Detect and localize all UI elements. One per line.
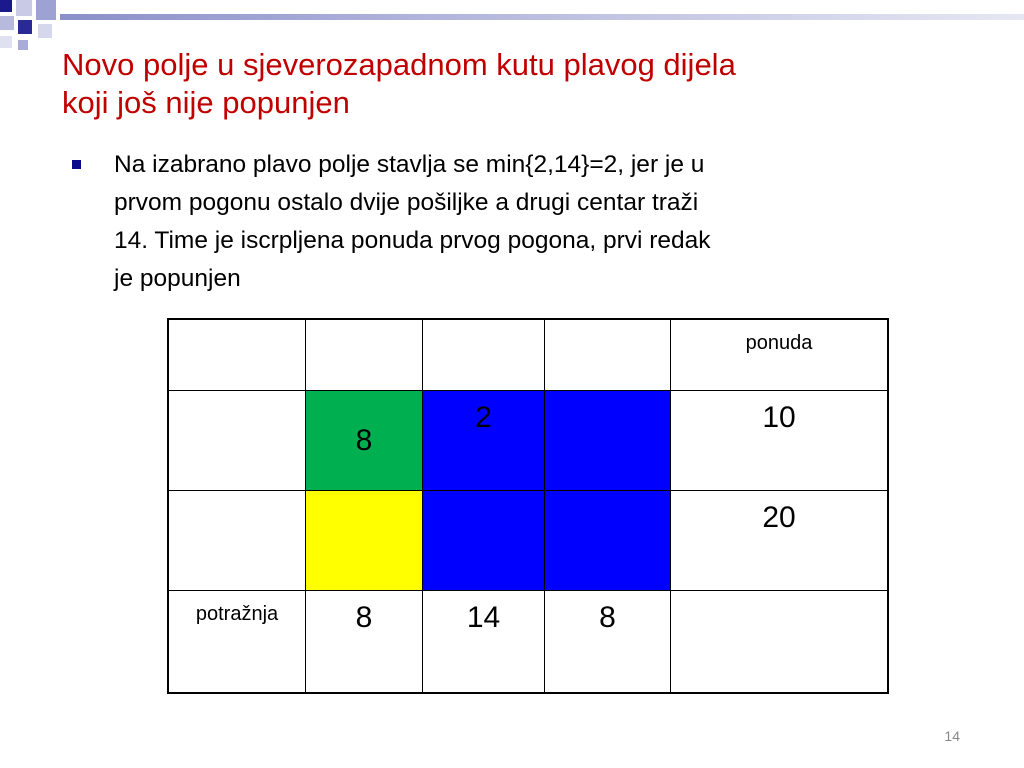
bullet-line: 14. Time je iscrpljena ponuda prvog pogona, prvi redak bbox=[114, 227, 711, 254]
bullet-text bbox=[114, 146, 974, 298]
table-row bbox=[168, 591, 888, 694]
slide-title bbox=[62, 46, 962, 122]
demand-value: 8 bbox=[545, 591, 671, 694]
supply-header: ponuda bbox=[671, 319, 889, 391]
blue-cell bbox=[545, 491, 671, 591]
bullet-line: je popunjen bbox=[114, 265, 241, 292]
square-bullet-icon bbox=[72, 160, 81, 169]
yellow-cell bbox=[306, 491, 423, 591]
table-cell bbox=[168, 491, 306, 591]
demand-value: 8 bbox=[306, 591, 423, 694]
demand-value: 14 bbox=[423, 591, 545, 694]
deco-square bbox=[18, 40, 28, 50]
title-line: koji još nije popunjen bbox=[62, 85, 350, 120]
deco-square bbox=[16, 0, 32, 16]
title-line: Novo polje u sjeverozapadnom kutu plavog dijela bbox=[62, 47, 736, 82]
table-cell bbox=[168, 319, 306, 391]
supply-value: 20 bbox=[671, 491, 889, 591]
table-cell bbox=[168, 391, 306, 491]
blue-cell bbox=[545, 391, 671, 491]
deco-square bbox=[0, 36, 12, 48]
table-row bbox=[168, 391, 888, 491]
transport-table bbox=[167, 318, 889, 694]
table-cell bbox=[545, 319, 671, 391]
blue-cell bbox=[423, 491, 545, 591]
table-cell bbox=[423, 319, 545, 391]
table-cell bbox=[306, 319, 423, 391]
bullet-line: prvom pogonu ostalo dvije pošiljke a drugi centar traži bbox=[114, 189, 699, 216]
deco-square bbox=[0, 0, 12, 12]
deco-square bbox=[0, 16, 14, 30]
allocated-cell: 8 bbox=[306, 391, 423, 491]
demand-label: potražnja bbox=[168, 591, 306, 694]
header-rule bbox=[60, 14, 1024, 20]
selected-cell: 2 bbox=[423, 391, 545, 491]
deco-square bbox=[38, 24, 52, 38]
page-number: 14 bbox=[944, 728, 960, 744]
table-row bbox=[168, 319, 888, 391]
bullet-line: Na izabrano plavo polje stavlja se min{2,14}=2, jer je u bbox=[114, 151, 705, 178]
deco-square bbox=[36, 0, 56, 20]
supply-value: 10 bbox=[671, 391, 889, 491]
table-cell bbox=[671, 591, 889, 694]
table-row bbox=[168, 491, 888, 591]
deco-square bbox=[18, 20, 32, 34]
